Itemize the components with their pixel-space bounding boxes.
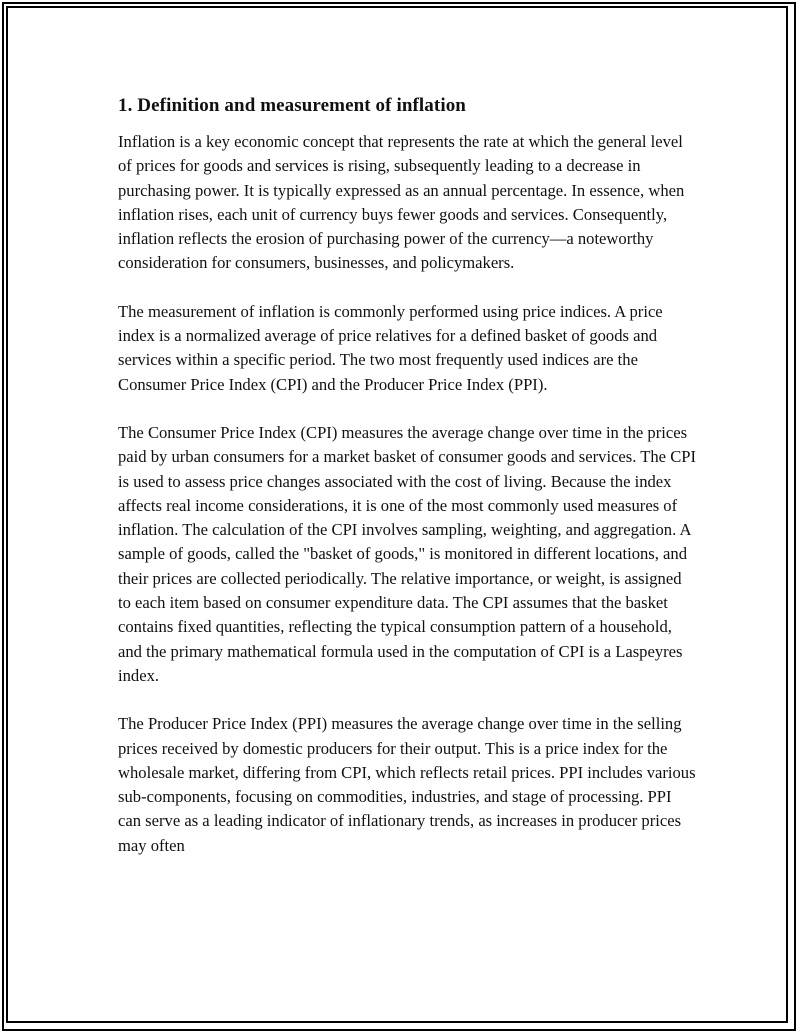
paragraph-inflation-definition: Inflation is a key economic concept that represents the rate at which the general level of prices for goods and services is rising, subsequently leading to a decrease in purchasing power. It is typically expressed as an annual percentage. In essence, when inflation rises, each unit of currency buys fewer goods and services. Consequently, inflation reflects the erosion of purchasing power of the currency—a noteworthy consideration for consumers, businesses, and policymakers.	[118, 132, 685, 273]
document-body	[118, 92, 698, 882]
paragraph-price-indices: The measurement of inflation is commonly performed using price indices. A price index is a normalized average of price relatives for a defined basket of goods and services within a specific period. The two most frequently used indices are the Consumer Price Index (CPI) and the Producer Price Index (PPI).	[118, 301, 663, 394]
paragraph-ppi: The Producer Price Index (PPI) measures the average change over time in the selling prices received by domestic producers for their output. This is a price index for the wholesale market, differing from CPI, which reflects retail prices. PPI includes various sub-components, focusing on commodities, industries, and stage of processing. PPI can serve as a leading indicator of inflationary trends, as increases in producer prices may often	[118, 714, 696, 855]
section-title: 1. Definition and measurement of inflation	[118, 95, 466, 116]
paragraph-cpi: The Consumer Price Index (CPI) measures the average change over time in the prices paid by urban consumers for a market basket of consumer goods and services. The CPI is used to assess price changes associated with the cost of living. Because the index affects real income considerations, it is one of the most commonly used measures of inflation. The calculation of the CPI involves sampling, weighting, and aggregation. A sample of goods, called the "basket of goods," is monitored in different locations, and their prices are collected periodically. The relative importance, or weight, is assigned to each item based on consumer expenditure data. The CPI assumes that the basket contains fixed quantities, reflecting the typical consumption pattern of a household, and the primary mathematical formula used in the computation of CPI is a Laspeyres index.	[118, 422, 697, 685]
